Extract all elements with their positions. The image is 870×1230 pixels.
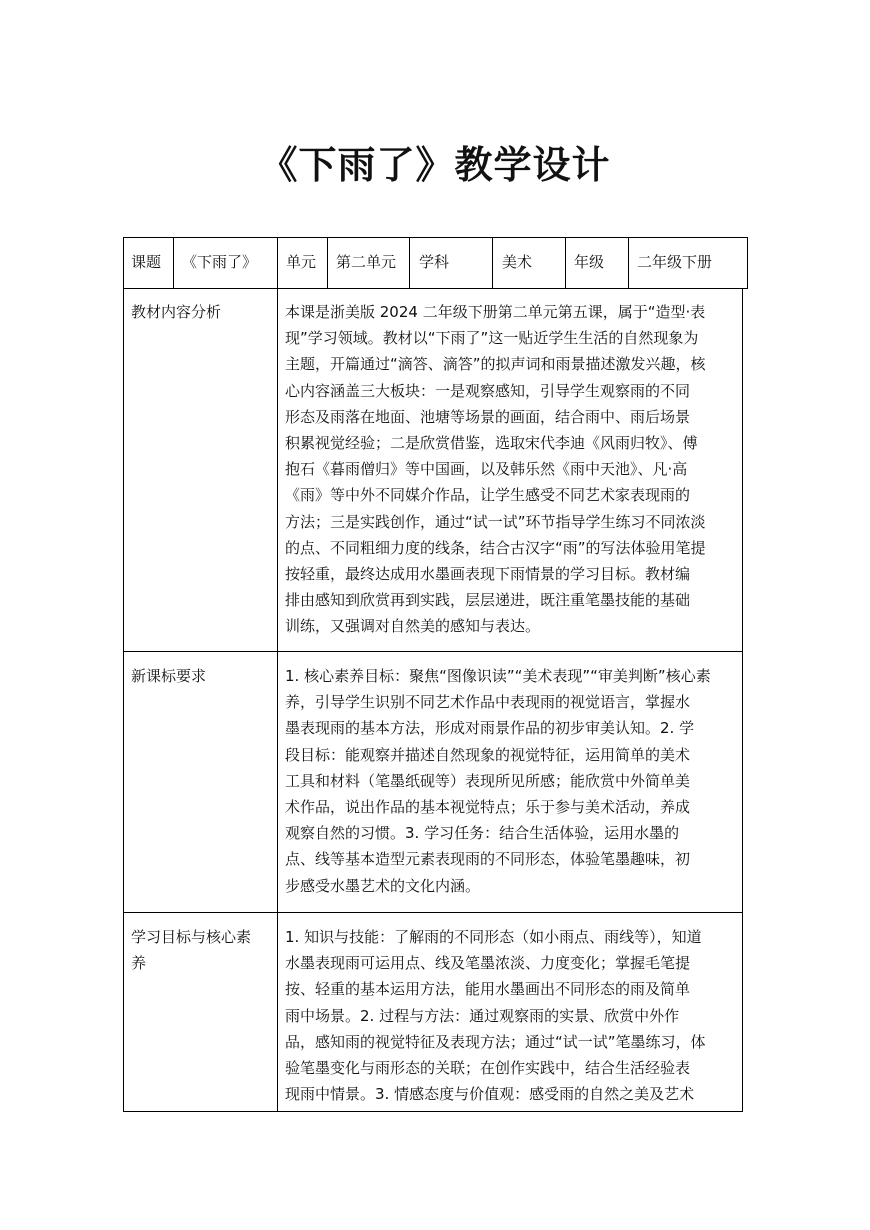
subject-label: 学科 xyxy=(419,253,450,271)
section-analysis-body: 本课是浙美版 2024 二年级下册第二单元第五课，属于“造型·表 现”学习领域。教材以“下雨了”这一贴近学生生活的自然现象为 主题，开篇通过“滴答、滴答”的拟声词和雨景描述激发兴趣，核 心内容涵盖三大板块：一是观察感知，引导学生观察雨的不同 形态及雨落在地面、池塘等场景的画面，结合雨中、雨后场景 积累视觉经验；二是欣赏借鉴，选取宋代李迪《风雨归牧》、傅 抱石《暮雨僧归》等中国画，以及韩乐然《雨中天池》、凡·高 《雨》等中外不同媒介作品，让学生感受不同艺术家表现雨的 方法；三是实践创作，通过“试一试”环节指导学生练习不同浓淡 的点、不同粗细力度的线条，结合古汉字“雨”的写法体验用笔提 按轻重，最终达成用水墨画表现下雨情景的学习目标。教材编 排由感知到欣赏再到实践，层层递进，既注重笔墨技能的基础 训练，又强调对自然美的感知与表达。 xyxy=(285,303,706,636)
grade-label: 年级 xyxy=(574,253,605,271)
unit-value: 第二单元 xyxy=(336,253,397,271)
document-title: 《下雨了》教学设计 xyxy=(259,143,611,187)
unit-label: 单元 xyxy=(286,253,317,271)
section-standards-label: 新课标要求 xyxy=(131,667,207,685)
topic-label: 课题 xyxy=(131,253,162,271)
subject-value: 美术 xyxy=(502,253,533,271)
section-standards-body: 1. 核心素养目标：聚焦“图像识读”“美术表现”“审美判断”核心素 养，引导学生识别不同艺术作品中表现雨的视觉语言，掌握水 墨表现雨的基本方法，形成对雨景作品的初步审美认知。2. 学 段目标：能观察并描述自然现象的视觉特征，运用简单的美术 工具和材料（笔墨纸砚等）表现所见所感；能欣赏中外简单美 术作品，说出作品的基本视觉特点；乐于参与美术活动，养成 观察自然的习惯。3. 学习任务：结合生活体验，运用水墨的 点、线等基本造型元素表现雨的不同形态，体验笔墨趣味，初 步感受水墨艺术的文化内涵。 xyxy=(285,667,711,895)
topic-value: 《下雨了》 xyxy=(182,253,258,271)
grade-value: 二年级下册 xyxy=(637,253,713,271)
section-objectives-body: 1. 知识与技能：了解雨的不同形态（如小雨点、雨线等），知道 水墨表现雨可运用点、线及笔墨浓淡、力度变化；掌握毛笔提 按、轻重的基本运用方法，能用水墨画出不同形态的雨及简单 雨中场景。2. 过程与方法：通过观察雨的实景、欣赏中外作 品，感知雨的视觉特征及表现方法；通过“试一试”笔墨练习，体 验笔墨变化与雨形态的关联；在创作实践中，结合生活经验表 现雨中情景。3. 情感态度与价值观：感受雨的自然之美及艺术 xyxy=(285,928,706,1104)
section-objectives-label: 学习目标与核心素 养 xyxy=(131,928,252,973)
section-analysis-label: 教材内容分析 xyxy=(131,303,222,321)
